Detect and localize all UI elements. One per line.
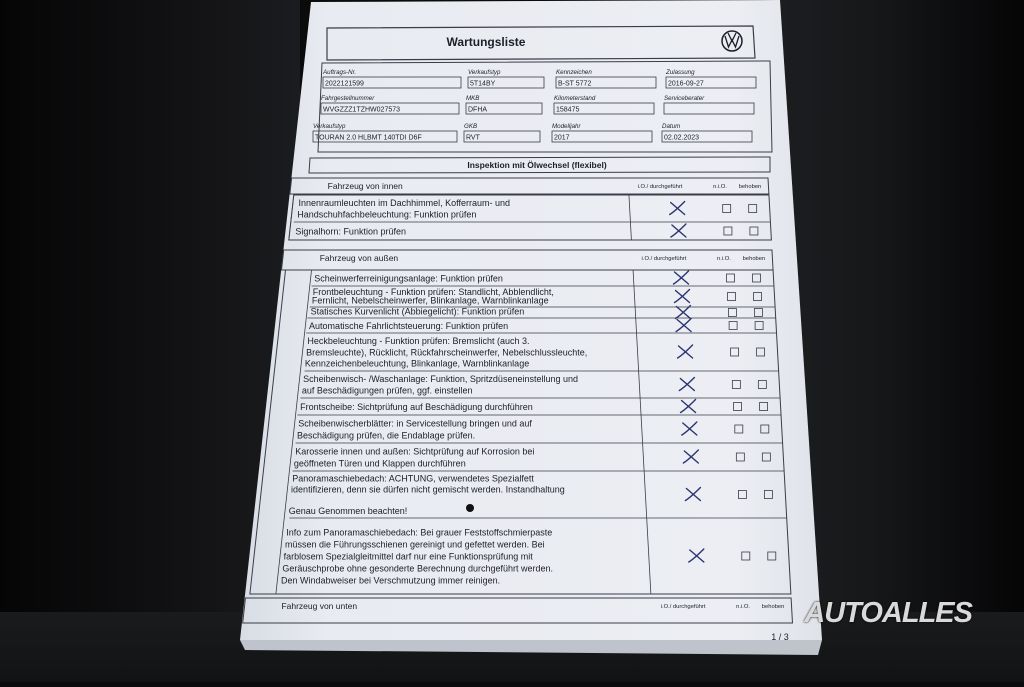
column-header-nok: n.i.O.	[713, 184, 727, 190]
section-title: Fahrzeug von außen	[319, 253, 399, 263]
header-field-label: Datum	[662, 123, 681, 130]
watermark-logo: AUTOALLES	[804, 597, 972, 629]
row-text-line: müssen die Führungsschienen gereinigt und gefettet werden. Bei	[284, 539, 545, 550]
header-field-value: TOURAN 2.0 HLBMT 140TDI D6F	[315, 134, 422, 142]
header-field-value: 5T14BY	[470, 80, 496, 88]
header-field-label: Kennzeichen	[556, 69, 592, 76]
row-text-line: Innenraumleuchten im Dachhimmel, Kofferraum- und	[298, 198, 510, 209]
header-field-label: Kilometerstand	[554, 95, 596, 102]
header-field-label: GKB	[464, 123, 478, 130]
row-text-line: Info zum Panoramaschiebedach: Bei grauer Feststoffschmierpaste	[286, 527, 553, 538]
row-text-line: Karosserie innen und außen: Sichtprüfung auf Korrosion bei	[295, 446, 535, 457]
row-text-line: Heckbeleuchtung - Funktion prüfen: Bremslicht (auch 3.	[307, 336, 530, 347]
header-field-value: WVGZZZ1TZHW027573	[323, 106, 401, 114]
header-field-value: RVT	[466, 134, 480, 142]
header-field-label: MKB	[466, 95, 480, 102]
header-field-value: DFHA	[468, 106, 488, 114]
row-text-line: Kennzeichenbeleuchtung, Blinkanlage, Warnblinkanlage	[304, 358, 530, 369]
row-text-line: Signalhorn: Funktion prüfen	[295, 226, 406, 237]
header-field-label: Zulassung	[666, 69, 695, 76]
header-field-label: Auftrags-Nr.	[323, 69, 357, 76]
header-field-value: 02.02.2023	[664, 134, 700, 142]
row-text-line: Bremsleuchte), Rücklicht, Rückfahrscheinwerfer, Nebelschlussleuchte,	[306, 347, 588, 358]
column-header-fixed: behoben	[761, 604, 785, 610]
row-text-line: Beschädigung prüfen, die Endablage prüfen.	[296, 430, 476, 441]
header-field-value: 2017	[554, 134, 570, 142]
column-header-ok: i.O./ durchgeführt	[660, 604, 706, 610]
row-text-line: Handschuhfachbeleuchtung: Funktion prüfen	[297, 209, 477, 220]
row-text-line: Frontbeleuchtung - Funktion prüfen: Standlicht, Abblendlicht,	[312, 286, 554, 297]
inspection-title: Inspektion mit Ölwechsel (flexibel)	[467, 160, 607, 170]
paper-shadow-edge	[240, 640, 822, 655]
header-field-value: B-ST 5772	[558, 80, 592, 88]
row-text-line: Automatische Fahrlichtsteuerung: Funktion prüfen	[309, 320, 509, 331]
row-text-line: Den Windabweiser bei Verschmutzung immer reinigen.	[281, 575, 501, 586]
column-header-fixed: behoben	[738, 184, 762, 190]
row-text-line: Geräuschprobe ohne gesonderte Berechnung durchgeführt werden.	[282, 563, 554, 574]
header-field-label: Fahrgestellnummer	[321, 95, 375, 102]
header-field-value: 158475	[556, 106, 580, 114]
ink-dot-icon	[466, 504, 474, 512]
row-text-line: auf Beschädigungen prüfen, ggf. einstellen	[301, 385, 473, 396]
page-number: 1 / 3	[771, 632, 789, 642]
row-text-line: Scheibenwisch- /Waschanlage: Funktion, Spritzdüseneinstellung und	[303, 374, 579, 385]
header-field-label: Serviceberater	[664, 95, 705, 102]
row-text-line: identifizieren, denn sie dürfen nicht gemischt werden. Instandhaltung	[291, 484, 565, 495]
header-field-label: Modelljahr	[552, 123, 581, 130]
section-title: Fahrzeug von innen	[327, 181, 403, 191]
row-text-line: Scheibenwischerblätter: in Servicestellung bringen und auf	[298, 418, 532, 429]
section-title: Fahrzeug von unten	[281, 601, 358, 611]
column-header-nok: n.i.O.	[717, 256, 731, 262]
row-text-line: geöffneten Türen und Klappen durchführen	[293, 458, 466, 469]
column-header-ok: i.O./ durchgeführt	[637, 184, 683, 190]
row-text-line: Genau Genommen beachten!	[288, 505, 408, 516]
header-field-label: Verkaufstyp	[468, 69, 501, 76]
column-header-nok: n.i.O.	[736, 604, 751, 610]
document-title: Wartungsliste	[446, 35, 526, 49]
column-header-fixed: behoben	[742, 256, 766, 262]
header-field-value: 2016-09-27	[668, 80, 704, 88]
row-text-line: Panoramaschiebedach: ACHTUNG, verwendetes Spezialfett	[292, 473, 534, 484]
row-text-line: Frontscheibe: Sichtprüfung auf Beschädigung durchführen	[300, 402, 533, 413]
row-text-line: Statisches Kurvenlicht (Abbiegelicht): Funktion prüfen	[310, 306, 525, 317]
column-header-ok: i.O./ durchgeführt	[641, 256, 687, 262]
header-field-label: Verkaufstyp	[313, 123, 346, 130]
row-text-line: farblosem Spezialgleitmittel darf nur eine Funktionsprüfung mit	[283, 551, 533, 562]
header-field-value: 2022121599	[325, 80, 364, 88]
row-text-line: Scheinwerferreinigungsanlage: Funktion prüfen	[314, 273, 503, 284]
row-text-line: Fernlicht, Nebelscheinwerfer, Blinkanlage, Warnblinkanlage	[311, 295, 549, 306]
